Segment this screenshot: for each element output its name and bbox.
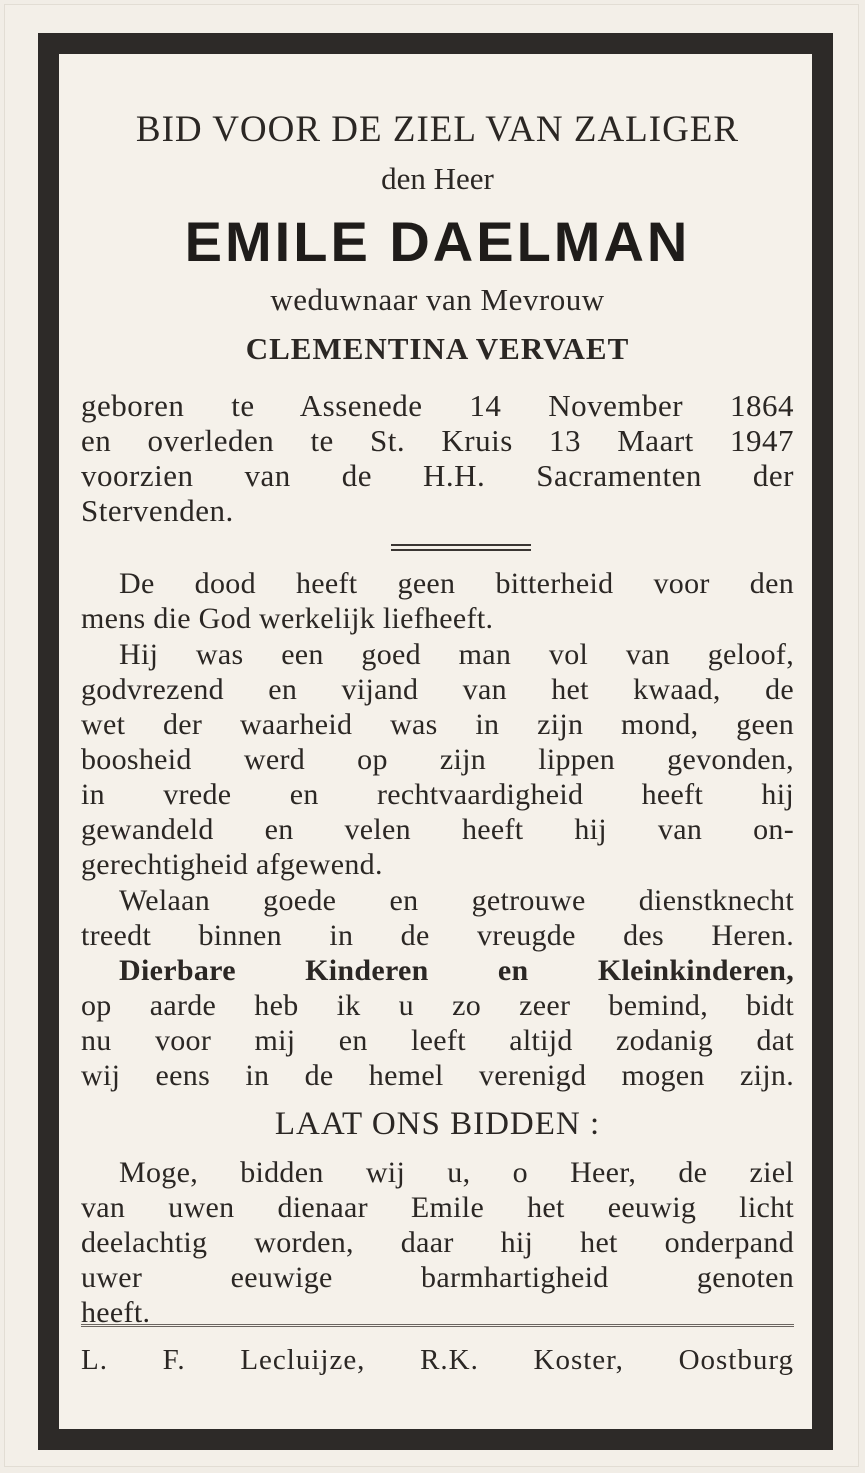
verse-line-emphasis: Dierbare Kinderen en Kleinkinderen, bbox=[119, 954, 794, 987]
verse-line: wij eens in de hemel verenigd mogen zijn. bbox=[81, 1059, 794, 1092]
bio-line: geboren te Assenede 14 November 1864 bbox=[81, 388, 794, 423]
prayer-line: deelachtig worden, daar hij het onderpand bbox=[81, 1226, 794, 1259]
printer-credit: L. F. Lecluijze, R.K. Koster, Oostburg bbox=[81, 1344, 794, 1376]
verse-line: mens die God werkelijk liefheeft. bbox=[81, 602, 494, 635]
verse-line: treedt binnen in de vreugde des Heren. bbox=[81, 919, 794, 952]
relation-line: weduwnaar van Mevrouw bbox=[270, 282, 605, 317]
bio-line: voorzien van de H.H. Sacramenten der bbox=[81, 458, 794, 493]
card-content bbox=[81, 54, 794, 1429]
verse-line: wet der waarheid was in zijn mond, geen bbox=[81, 708, 794, 741]
spouse-name: CLEMENTINA VERVAET bbox=[245, 331, 630, 366]
double-rule-divider bbox=[391, 544, 531, 551]
verse-line: boosheid werd op zijn lippen gevonden, bbox=[81, 743, 794, 776]
verse-line: gerechtigheid afgewend. bbox=[81, 848, 383, 881]
header-prayer-line: BID VOOR DE ZIEL VAN ZALIGER bbox=[135, 109, 740, 150]
footer-rule bbox=[81, 1324, 794, 1327]
prayer-heading: LAAT ONS BIDDEN : bbox=[274, 1106, 601, 1142]
verse-line: gewandeld en velen heeft hij van on- bbox=[81, 813, 794, 846]
prayer-line: uwer eeuwige barmhartigheid genoten bbox=[81, 1261, 794, 1294]
verse-line: in vrede en rechtvaardigheid heeft hij bbox=[81, 778, 794, 811]
prayer-line: van uwen dienaar Emile het eeuwig licht bbox=[81, 1191, 794, 1224]
prayer-line: Moge, bidden wij u, o Heer, de ziel bbox=[119, 1156, 794, 1189]
black-border-frame bbox=[38, 33, 833, 1450]
verse-line: Welaan goede en getrouwe dienstknecht bbox=[119, 884, 794, 917]
prayer-line: heeft. bbox=[81, 1296, 151, 1329]
verse-line: nu voor mij en leeft altijd zodanig dat bbox=[81, 1024, 794, 1057]
title-prefix: den Heer bbox=[381, 161, 494, 196]
deceased-name: EMILE DAELMAN bbox=[184, 210, 691, 273]
memorial-card bbox=[4, 4, 859, 1467]
bio-line: Stervenden. bbox=[81, 493, 234, 528]
verse-line: godvrezend en vijand van het kwaad, de bbox=[81, 673, 794, 706]
verse-line: De dood heeft geen bitterheid voor den bbox=[119, 567, 794, 600]
verse-line: Hij was een goed man vol van geloof, bbox=[119, 638, 794, 671]
bio-line: en overleden te St. Kruis 13 Maart 1947 bbox=[81, 423, 794, 458]
verse-line: op aarde heb ik u zo zeer bemind, bidt bbox=[81, 989, 794, 1022]
